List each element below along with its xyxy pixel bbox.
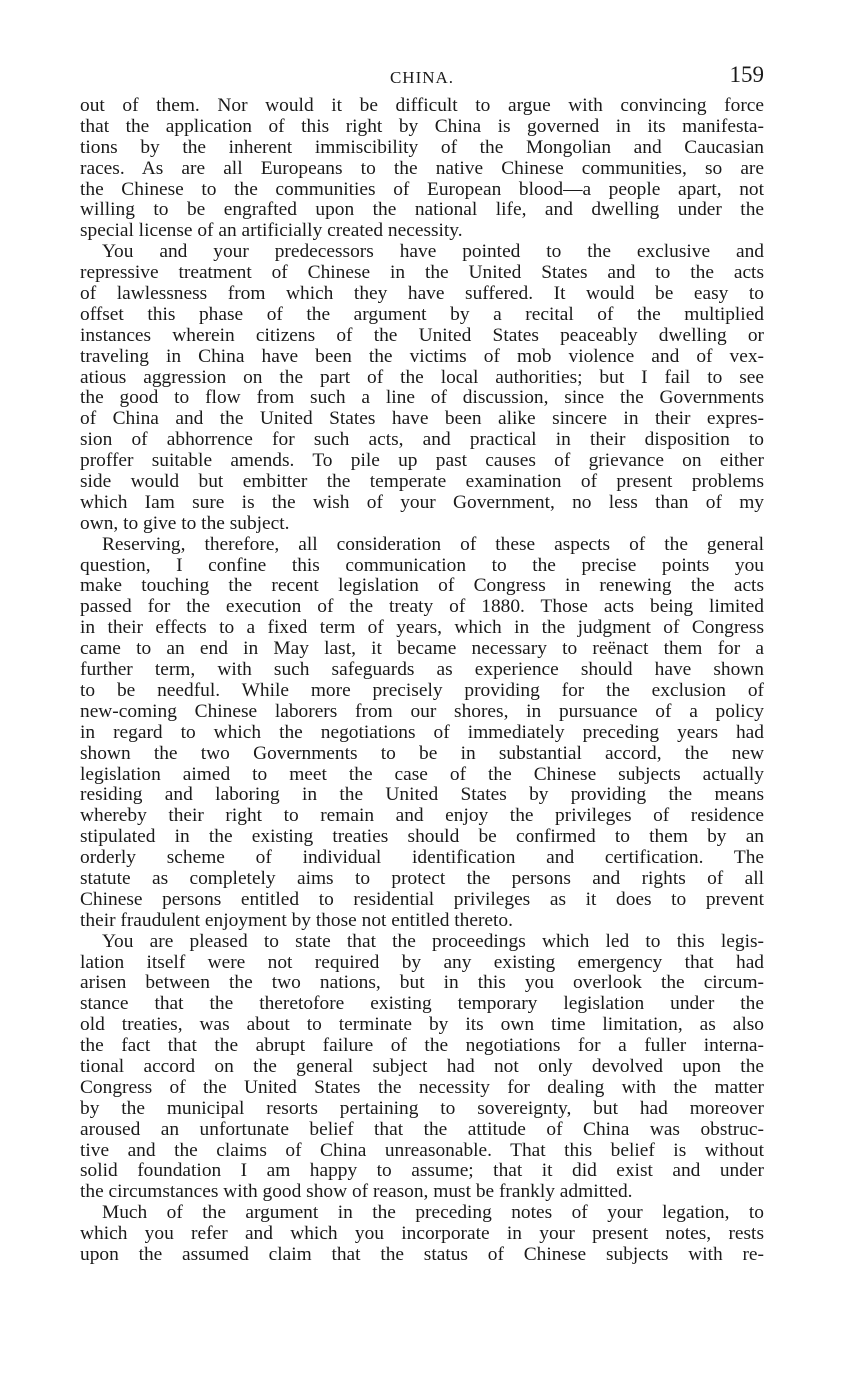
page-number: 159 [729,62,764,87]
text-line: the circumstances with good show of reason, must be frankly admitted. [80,1181,633,1203]
paragraph [80,96,764,242]
text-line: question, I confine this communication to the precise points you [80,554,764,576]
text-line: proffer suitable amends. To pile up past causes of grievance on either [80,450,764,472]
text-line: tional accord on the general subject had not only devolved upon the [80,1055,764,1077]
text-line: to be needful. While more precisely providing for the exclusion of [80,679,764,701]
text-line: You and your predecessors have pointed to the exclusive and [102,241,764,263]
paragraph [80,535,764,932]
text-line: repressive treatment of Chinese in the United States and to the acts [80,262,764,284]
text-line: Chinese persons entitled to residential privileges as it does to prevent [80,888,764,910]
text-line: which you refer and which you incorporate in your present notes, rests [80,1223,764,1245]
text-line: came to an end in May last, it became necessary to reënact them for a [80,638,764,660]
body-text [80,96,764,1266]
text-line: instances wherein citizens of the United States peaceably dwelling or [80,324,764,346]
document-page [80,62,764,1266]
text-line: the good to flow from such a line of discussion, since the Governments [80,387,764,409]
text-line: Reserving, therefore, all consideration of these aspects of the general [102,533,764,555]
text-line: stance that the theretofore existing temporary legislation under the [80,993,764,1015]
paragraph [80,932,764,1204]
text-line: Congress of the United States the necessity for dealing with the matter [80,1076,764,1098]
text-line: tive and the claims of China unreasonable. That this belief is without [80,1139,764,1161]
text-line: of lawlessness from which they have suffered. It would be easy to [80,283,764,305]
text-line: side would but embitter the temperate examination of present problems [80,471,764,493]
paragraph [80,1203,764,1266]
text-line: in regard to which the negotiations of immediately preceding years had [80,721,764,743]
text-line: make touching the recent legislation of Congress in renewing the acts [80,575,764,597]
text-line: statute as completely aims to protect the persons and rights of all [80,867,764,889]
text-line: which Iam sure is the wish of your Government, no less than of my [80,491,764,513]
text-line: the fact that the abrupt failure of the negotiations for a fuller interna- [80,1035,764,1057]
text-line: old treaties, was about to terminate by its own time limitation, as also [80,1014,764,1036]
text-line: shown the two Governments to be in substantial accord, the new [80,742,764,764]
text-line: out of them. Nor would it be difficult to argue with convincing force [80,95,764,116]
text-line: races. As are all Europeans to the native Chinese communities, so are [80,157,764,179]
text-line: arisen between the two nations, but in this you overlook the circum- [80,972,764,994]
text-line: further term, with such safeguards as experience should have shown [80,659,764,681]
text-line: special license of an artificially created necessity. [80,220,463,242]
text-line: passed for the execution of the treaty of 1880. Those acts being limited [80,596,764,618]
text-line: of China and the United States have been alike sincere in their expres- [80,408,764,430]
paragraph [80,242,764,534]
text-line: in their effects to a fixed term of years, which in the judgment of Congress [80,617,764,639]
text-line: offset this phase of the argument by a recital of the multiplied [80,303,764,325]
page-header [80,62,764,96]
text-line: whereby their right to remain and enjoy the privileges of residence [80,805,764,827]
text-line: orderly scheme of individual identification and certification. The [80,847,764,869]
text-line: lation itself were not required by any existing emergency that had [80,951,764,973]
text-line: solid foundation I am happy to assume; that it did exist and under [80,1160,764,1182]
text-line: sion of abhorrence for such acts, and practical in their disposition to [80,429,764,451]
text-line: their fraudulent enjoyment by those not entitled thereto. [80,909,513,931]
text-line: residing and laboring in the United States by providing the means [80,784,764,806]
text-line: aroused an unfortunate belief that the attitude of China was obstruc- [80,1118,764,1140]
text-line: legislation aimed to meet the case of the Chinese subjects actually [80,763,764,785]
text-line: that the application of this right by China is governed in its manifesta- [80,115,764,137]
text-line: by the municipal resorts pertaining to sovereignty, but had moreover [80,1097,764,1119]
text-line: new-coming Chinese laborers from our shores, in pursuance of a policy [80,700,764,722]
text-line: atious aggression on the part of the local authorities; but I fail to see [80,366,764,388]
text-line: tions by the inherent immiscibility of the Mongolian and Caucasian [80,136,764,158]
text-line: traveling in China have been the victims of mob violence and of vex- [80,345,764,367]
text-line: You are pleased to state that the proceedings which led to this legis- [102,930,764,952]
text-line: Much of the argument in the preceding notes of your legation, to [102,1202,764,1224]
text-line: the Chinese to the communities of European blood—a people apart, not [80,178,764,200]
text-line: willing to be engrafted upon the national life, and dwelling under the [80,199,764,221]
running-head: CHINA. [389,68,455,87]
text-line: stipulated in the existing treaties should be confirmed to them by an [80,826,764,848]
text-line: upon the assumed claim that the status of Chinese subjects with re- [80,1243,764,1265]
text-line: own, to give to the subject. [80,512,290,534]
